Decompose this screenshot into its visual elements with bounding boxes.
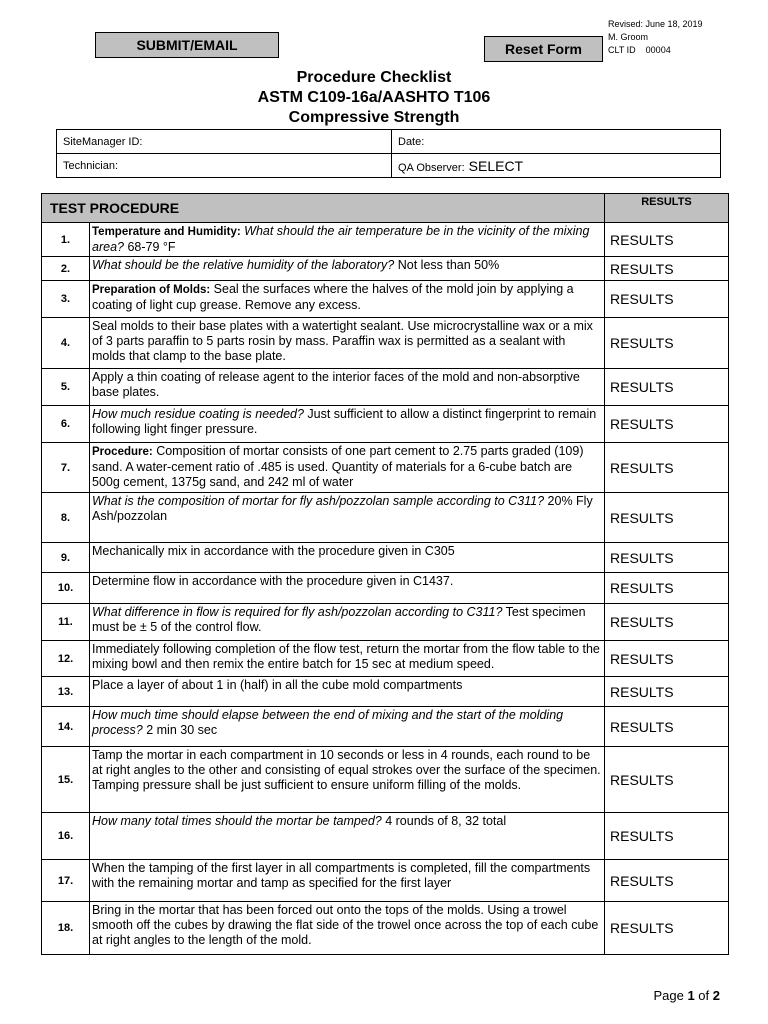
page-of: of <box>694 988 713 1003</box>
step-text <box>90 493 605 543</box>
step-number: 7. <box>42 443 90 493</box>
step-question: What difference in flow is required for fly ash/pozzolan according to C311? <box>92 605 503 619</box>
procedure-row <box>42 406 729 443</box>
step-number: 3. <box>42 281 90 318</box>
step-text <box>90 902 605 955</box>
step-answer: 2 min 30 sec <box>142 723 218 737</box>
page-title <box>0 68 748 128</box>
results-field[interactable]: RESULTS <box>605 860 729 902</box>
step-number: 13. <box>42 677 90 707</box>
results-field[interactable]: RESULTS <box>605 573 729 604</box>
step-text <box>90 677 605 707</box>
procedure-row <box>42 543 729 573</box>
qa-observer-select[interactable]: SELECT <box>468 157 524 174</box>
procedure-row <box>42 860 729 902</box>
step-label: Preparation of Molds: <box>92 284 211 296</box>
step-answer: Just sufficient to allow a distinct fingerprint to remain following light finger pressure. <box>92 407 597 436</box>
step-answer: Mechanically mix in accordance with the procedure given in C305 <box>92 544 455 558</box>
clt-id: CLT ID 00004 <box>608 45 671 55</box>
step-number: 4. <box>42 318 90 369</box>
step-number: 10. <box>42 573 90 604</box>
procedure-row <box>42 902 729 955</box>
step-number: 8. <box>42 493 90 543</box>
submit-email-button[interactable]: SUBMIT/EMAIL <box>95 32 279 58</box>
step-number: 9. <box>42 543 90 573</box>
step-number: 14. <box>42 707 90 747</box>
results-field[interactable]: RESULTS <box>605 223 729 257</box>
step-number: 16. <box>42 813 90 860</box>
step-text <box>90 318 605 369</box>
step-answer: Place a layer of about 1 in (half) in all the cube mold compartments <box>92 678 463 692</box>
step-answer: When the tamping of the first layer in all compartments is completed, fill the compartments with the remaining mortar and tamp as specified for the first layer <box>92 861 591 890</box>
qa-observer-field <box>392 154 721 178</box>
step-answer: Determine flow in accordance with the procedure given in C1437. <box>92 574 454 588</box>
results-field[interactable]: RESULTS <box>605 707 729 747</box>
procedure-table <box>41 193 729 955</box>
step-question: What should the air temperature be in the vicinity of the mixing area? <box>92 224 590 254</box>
step-number: 18. <box>42 902 90 955</box>
step-answer: 20% Fly Ash/pozzolan <box>92 494 593 523</box>
step-text <box>90 443 605 493</box>
procedure-row <box>42 604 729 641</box>
procedure-row <box>42 369 729 406</box>
procedure-row <box>42 813 729 860</box>
reset-form-button[interactable]: Reset Form <box>484 36 603 62</box>
title-line-2: ASTM C109-16a/AASHTO T106 <box>257 89 491 106</box>
step-question: How many total times should the mortar be tamped? <box>92 814 382 828</box>
total-pages: 2 <box>712 988 720 1003</box>
step-number: 17. <box>42 860 90 902</box>
step-answer: Tamp the mortar in each compartment in 10 seconds or less in 4 rounds, each round to be at right angles to the other and consisting of equal strokes over the surface of the specimen. Tamping pressure shall be just sufficient to ensure uniform filling of the molds. <box>92 748 601 792</box>
step-question: What should be the relative humidity of the laboratory? <box>92 258 395 272</box>
results-field[interactable]: RESULTS <box>605 493 729 543</box>
title-line-1: Procedure Checklist <box>296 69 452 86</box>
procedure-row <box>42 641 729 677</box>
results-field[interactable]: RESULTS <box>605 281 729 318</box>
step-number: 11. <box>42 604 90 641</box>
date-label: Date: <box>398 135 425 148</box>
step-question: What is the composition of mortar for fly ash/pozzolan sample according to C311? <box>92 494 545 508</box>
step-text <box>90 223 605 257</box>
results-field[interactable]: RESULTS <box>605 902 729 955</box>
results-field[interactable]: RESULTS <box>605 406 729 443</box>
results-field[interactable]: RESULTS <box>605 677 729 707</box>
step-label: Procedure: <box>92 446 153 458</box>
step-text <box>90 707 605 747</box>
sitemanager-id-field[interactable] <box>57 130 392 154</box>
step-answer: 68-79 °F <box>123 240 176 254</box>
step-question: How much time should elapse between the end of mixing and the start of the molding process? <box>92 708 564 737</box>
procedure-row <box>42 281 729 318</box>
step-answer: 4 rounds of 8, 32 total <box>381 814 507 828</box>
step-text <box>90 747 605 813</box>
procedure-row <box>42 573 729 604</box>
procedure-row <box>42 223 729 257</box>
results-field[interactable]: RESULTS <box>605 813 729 860</box>
results-field[interactable]: RESULTS <box>605 604 729 641</box>
procedure-row <box>42 443 729 493</box>
results-field[interactable]: RESULTS <box>605 443 729 493</box>
page-prefix: Page <box>653 988 688 1003</box>
results-field[interactable]: RESULTS <box>605 318 729 369</box>
step-label: Temperature and Humidity: <box>92 226 241 238</box>
results-field[interactable]: RESULTS <box>605 747 729 813</box>
step-answer: Seal the surfaces where the halves of the mold join by applying a coating of light cup grease. Remove any excess. <box>92 282 574 312</box>
step-text <box>90 281 605 318</box>
step-answer: Apply a thin coating of release agent to the interior faces of the mold and non-absorptive base plates. <box>92 370 580 399</box>
procedure-row <box>42 747 729 813</box>
results-field[interactable]: RESULTS <box>605 369 729 406</box>
results-header: RESULTS <box>605 194 729 223</box>
step-text <box>90 406 605 443</box>
step-question: How much residue coating is needed? <box>92 407 304 421</box>
step-answer: Test specimen must be ± 5 of the control flow. <box>92 605 586 634</box>
step-text <box>90 641 605 677</box>
revision-date: Revised: June 18, 2019 <box>608 19 703 29</box>
technician-field[interactable] <box>57 154 392 178</box>
info-table <box>56 129 721 178</box>
test-procedure-header: TEST PROCEDURE <box>42 194 605 223</box>
step-text <box>90 573 605 604</box>
title-line-3: Compressive Strength <box>288 109 460 126</box>
sitemanager-id-label: SiteManager ID: <box>63 135 143 148</box>
step-number: 6. <box>42 406 90 443</box>
step-number: 2. <box>42 257 90 281</box>
step-text <box>90 257 605 281</box>
step-answer: Not less than 50% <box>394 258 500 272</box>
step-number: 15. <box>42 747 90 813</box>
step-text <box>90 860 605 902</box>
qa-observer-label: QA Observer: <box>398 161 465 174</box>
step-text <box>90 543 605 573</box>
results-field[interactable]: RESULTS <box>605 543 729 573</box>
step-answer: Bring in the mortar that has been forced out onto the tops of the molds. Using a trowel smooth off the cubes by drawing the flat side of the trowel once across the top of each cube at right angles to the length of the mold. <box>92 903 599 947</box>
step-text <box>90 604 605 641</box>
procedure-row <box>42 707 729 747</box>
step-text <box>90 369 605 406</box>
results-field[interactable]: RESULTS <box>605 257 729 281</box>
step-number: 12. <box>42 641 90 677</box>
step-number: 5. <box>42 369 90 406</box>
step-answer: Composition of mortar consists of one part cement to 2.75 parts graded (109) sand. A water-cement ratio of .485 is used. Quantity of materials for a 6-cube batch are 500g cement, 1375g sand, and 242 ml of water <box>92 444 584 489</box>
results-field[interactable]: RESULTS <box>605 641 729 677</box>
step-answer: Immediately following completion of the flow test, return the mortar from the flow table to the mixing bowl and then remix the entire batch for 15 sec at medium speed. <box>92 642 600 671</box>
date-field[interactable] <box>392 130 721 154</box>
step-answer: Seal molds to their base plates with a watertight sealant. Use microcrystalline wax or a mix of 3 parts paraffin to 5 parts rosin by mass. Paraffin wax is permitted as a sealant with molds that clamp to the base plate. <box>92 319 593 363</box>
step-text <box>90 813 605 860</box>
page-number <box>653 988 720 1003</box>
step-number: 1. <box>42 223 90 257</box>
procedure-row <box>42 677 729 707</box>
procedure-row <box>42 493 729 543</box>
current-page: 1 <box>687 988 695 1003</box>
procedure-row <box>42 257 729 281</box>
technician-label: Technician: <box>63 159 119 172</box>
revision-info <box>608 18 703 57</box>
procedure-row <box>42 318 729 369</box>
revision-author: M. Groom <box>608 32 649 42</box>
